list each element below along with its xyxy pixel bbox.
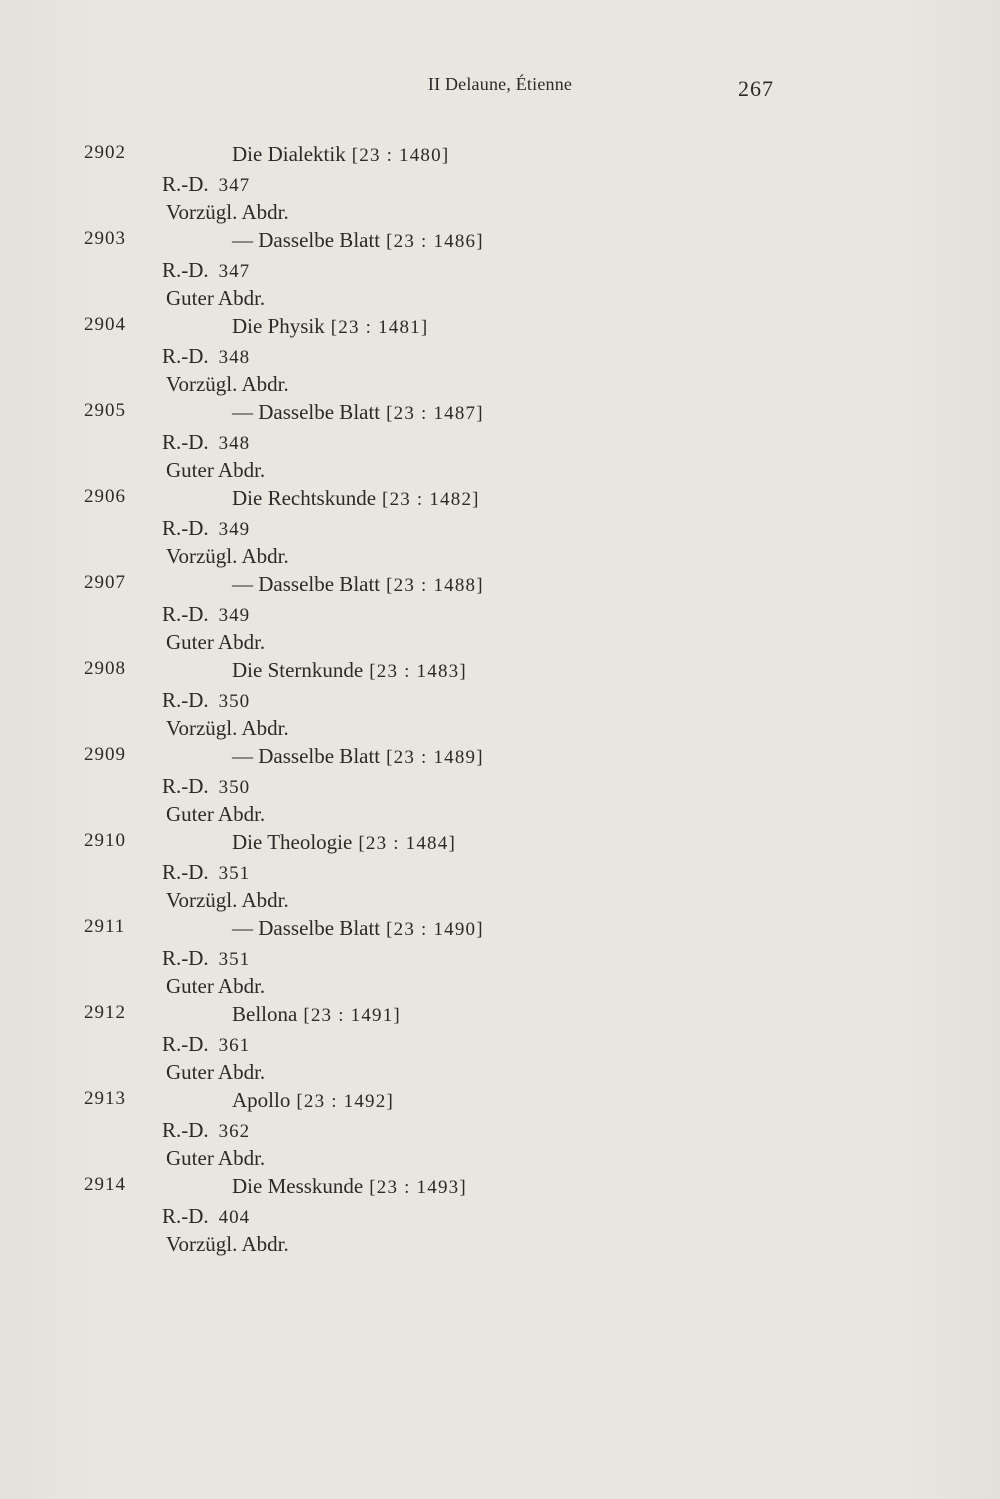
entry-title-line bbox=[232, 916, 484, 941]
entry-reference: [23 : 1492] bbox=[296, 1091, 394, 1112]
rd-label: R.-D. bbox=[162, 860, 209, 884]
catalog-entry bbox=[0, 916, 1000, 1002]
catalog-entry bbox=[0, 142, 1000, 228]
entry-title: Die Sternkunde bbox=[232, 658, 364, 682]
entry-number: 2904 bbox=[84, 314, 126, 335]
rd-number: 350 bbox=[218, 691, 251, 712]
entry-quality: Guter Abdr. bbox=[166, 1060, 266, 1084]
entry-rd-line bbox=[162, 430, 250, 455]
entry-number: 2911 bbox=[84, 916, 126, 937]
entry-rd-line bbox=[162, 1032, 250, 1057]
rd-number: 350 bbox=[218, 777, 251, 798]
entry-rd-line bbox=[162, 602, 250, 627]
catalog-entry bbox=[0, 1002, 1000, 1088]
entry-title-line bbox=[232, 1174, 467, 1199]
entry-quality: Vorzügl. Abdr. bbox=[166, 544, 289, 568]
catalog-entry bbox=[0, 314, 1000, 400]
entry-quality: Guter Abdr. bbox=[166, 974, 266, 998]
entry-reference: [23 : 1487] bbox=[386, 403, 484, 424]
rd-number: 348 bbox=[218, 433, 251, 454]
entry-rd-line bbox=[162, 774, 250, 799]
rd-number: 351 bbox=[218, 949, 251, 970]
entry-number: 2903 bbox=[84, 228, 126, 249]
rd-label: R.-D. bbox=[162, 1204, 209, 1228]
catalog-entry bbox=[0, 228, 1000, 314]
entry-number: 2909 bbox=[84, 744, 126, 765]
catalog-entry bbox=[0, 572, 1000, 658]
entry-rd-line bbox=[162, 258, 250, 283]
rd-label: R.-D. bbox=[162, 1118, 209, 1142]
entry-title: — Dasselbe Blatt bbox=[232, 228, 381, 252]
entry-rd-line bbox=[162, 1118, 250, 1143]
entry-number: 2914 bbox=[84, 1174, 126, 1195]
entry-title-line bbox=[232, 400, 484, 425]
entry-title: Die Theologie bbox=[232, 830, 353, 854]
entry-title-line bbox=[232, 744, 484, 769]
entry-reference: [23 : 1491] bbox=[303, 1005, 401, 1026]
entry-title: — Dasselbe Blatt bbox=[232, 744, 381, 768]
entry-quality: Vorzügl. Abdr. bbox=[166, 372, 289, 396]
rd-number: 347 bbox=[218, 261, 251, 282]
entry-title-line bbox=[232, 572, 484, 597]
entry-title-line bbox=[232, 486, 480, 511]
entry-rd-line bbox=[162, 946, 250, 971]
entry-title: Bellona bbox=[232, 1002, 298, 1026]
rd-label: R.-D. bbox=[162, 516, 209, 540]
rd-number: 349 bbox=[218, 519, 251, 540]
entry-quality: Vorzügl. Abdr. bbox=[166, 716, 289, 740]
running-head: II Delaune, Étienne bbox=[427, 74, 573, 94]
entry-rd-line bbox=[162, 516, 250, 541]
entry-quality: Guter Abdr. bbox=[166, 802, 266, 826]
entry-reference: [23 : 1486] bbox=[386, 231, 484, 252]
entry-title: Die Physik bbox=[232, 314, 325, 338]
catalog-entry bbox=[0, 830, 1000, 916]
entry-rd-line bbox=[162, 688, 250, 713]
entry-number: 2908 bbox=[84, 658, 126, 679]
entry-number: 2912 bbox=[84, 1002, 126, 1023]
rd-number: 404 bbox=[218, 1207, 251, 1228]
entry-rd-line bbox=[162, 172, 250, 197]
entry-quality: Guter Abdr. bbox=[166, 1146, 266, 1170]
entry-title: Die Messkunde bbox=[232, 1174, 364, 1198]
catalog-entry bbox=[0, 1088, 1000, 1174]
rd-label: R.-D. bbox=[162, 946, 209, 970]
entry-title: — Dasselbe Blatt bbox=[232, 572, 381, 596]
entry-title-line bbox=[232, 314, 428, 339]
entry-quality: Vorzügl. Abdr. bbox=[166, 1232, 289, 1256]
rd-label: R.-D. bbox=[162, 258, 209, 282]
rd-label: R.-D. bbox=[162, 688, 209, 712]
entry-title: Die Rechtskunde bbox=[232, 486, 377, 510]
entry-reference: [23 : 1482] bbox=[382, 489, 480, 510]
entry-number: 2907 bbox=[84, 572, 126, 593]
catalog-entries bbox=[0, 142, 1000, 1260]
entry-number: 2902 bbox=[84, 142, 126, 163]
rd-number: 361 bbox=[218, 1035, 251, 1056]
entry-title-line bbox=[232, 658, 467, 683]
entry-title-line bbox=[232, 1088, 394, 1113]
rd-number: 349 bbox=[218, 605, 251, 626]
rd-number: 362 bbox=[218, 1121, 251, 1142]
entry-reference: [23 : 1489] bbox=[386, 747, 484, 768]
entry-quality: Guter Abdr. bbox=[166, 458, 266, 482]
entry-title-line bbox=[232, 142, 449, 167]
entry-reference: [23 : 1493] bbox=[369, 1177, 467, 1198]
entry-reference: [23 : 1484] bbox=[358, 833, 456, 854]
entry-title-line bbox=[232, 830, 456, 855]
entry-reference: [23 : 1480] bbox=[351, 145, 450, 166]
entry-number: 2906 bbox=[84, 486, 126, 507]
catalog-entry bbox=[0, 1174, 1000, 1260]
entry-rd-line bbox=[162, 1204, 250, 1229]
entry-title: — Dasselbe Blatt bbox=[232, 400, 381, 424]
rd-label: R.-D. bbox=[162, 430, 209, 454]
entry-quality: Vorzügl. Abdr. bbox=[166, 200, 289, 224]
rd-label: R.-D. bbox=[162, 774, 209, 798]
entry-rd-line bbox=[162, 344, 250, 369]
catalog-entry bbox=[0, 658, 1000, 744]
rd-label: R.-D. bbox=[162, 602, 209, 626]
entry-reference: [23 : 1483] bbox=[369, 661, 467, 682]
catalog-entry bbox=[0, 400, 1000, 486]
entry-number: 2913 bbox=[84, 1088, 126, 1109]
entry-reference: [23 : 1490] bbox=[386, 919, 484, 940]
entry-title-line bbox=[232, 1002, 401, 1027]
page-number: 267 bbox=[738, 76, 774, 101]
entry-title: — Dasselbe Blatt bbox=[232, 916, 381, 940]
catalog-entry bbox=[0, 744, 1000, 830]
entry-number: 2910 bbox=[84, 830, 126, 851]
entry-title: Apollo bbox=[232, 1088, 291, 1112]
rd-label: R.-D. bbox=[162, 172, 209, 196]
entry-number: 2905 bbox=[84, 400, 126, 421]
rd-number: 351 bbox=[218, 863, 251, 884]
rd-label: R.-D. bbox=[162, 344, 209, 368]
rd-label: R.-D. bbox=[162, 1032, 209, 1056]
entry-quality: Vorzügl. Abdr. bbox=[166, 888, 289, 912]
entry-title-line bbox=[232, 228, 484, 253]
rd-number: 347 bbox=[218, 175, 251, 196]
catalog-entry bbox=[0, 486, 1000, 572]
entry-reference: [23 : 1481] bbox=[330, 317, 429, 338]
rd-number: 348 bbox=[218, 347, 251, 368]
entry-title: Die Dialektik bbox=[232, 142, 346, 166]
entry-rd-line bbox=[162, 860, 250, 885]
entry-quality: Guter Abdr. bbox=[166, 630, 266, 654]
entry-reference: [23 : 1488] bbox=[386, 575, 484, 596]
entry-quality: Guter Abdr. bbox=[166, 286, 266, 310]
